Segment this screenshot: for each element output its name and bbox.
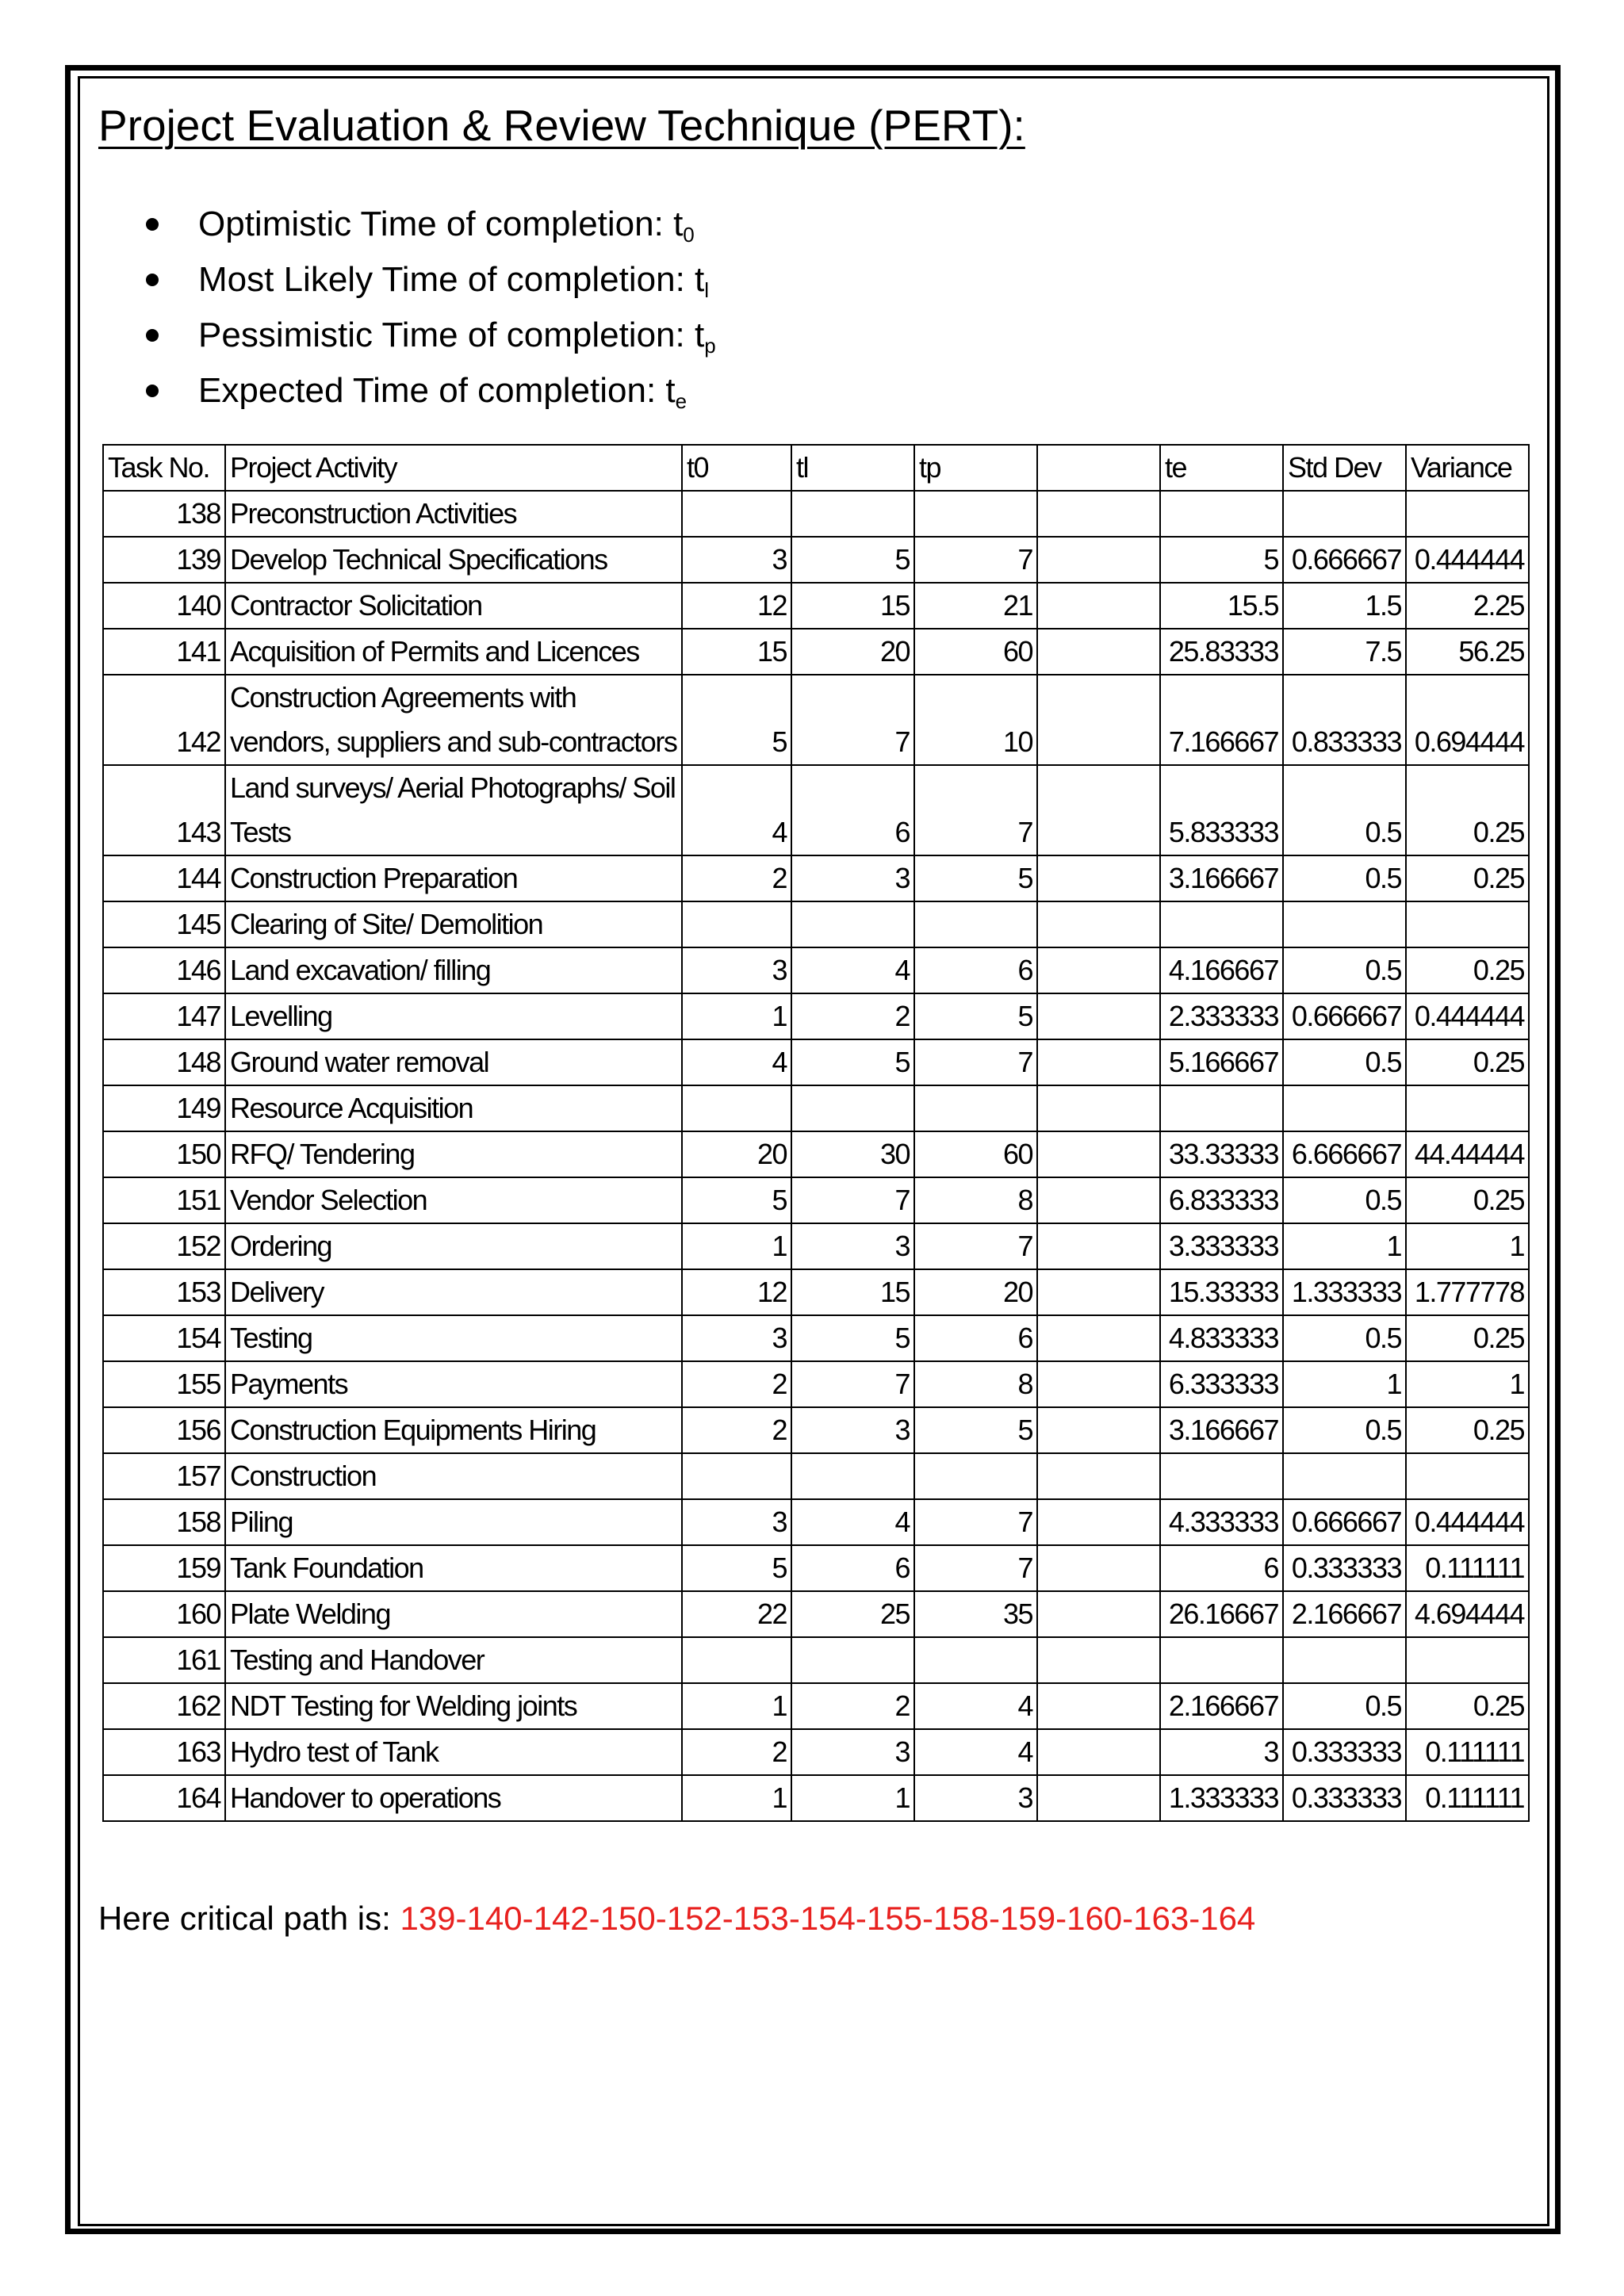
tp-cell: 7 [914,765,1037,855]
activity-cell: Testing [225,1315,682,1361]
te-cell: 2.166667 [1160,1683,1283,1729]
variance-cell [1406,491,1529,537]
blank-cell [1037,765,1160,855]
t0-cell [682,1453,791,1499]
blank-cell [1037,901,1160,947]
tl-cell: 3 [791,1223,914,1269]
table-row [103,855,1529,901]
activity-cell: RFQ/ Tendering [225,1131,682,1177]
variance-cell: 0.25 [1406,947,1529,993]
te-cell: 2.333333 [1160,993,1283,1039]
te-cell: 3 [1160,1729,1283,1775]
variance-cell: 56.25 [1406,629,1529,675]
t0-cell: 1 [682,1775,791,1821]
t0-cell: 4 [682,765,791,855]
tl-cell: 7 [791,1361,914,1407]
blank-cell [1037,1361,1160,1407]
blank-cell [1037,629,1160,675]
header-activity: Project Activity [225,445,682,491]
tl-cell: 4 [791,947,914,993]
blank-cell [1037,1453,1160,1499]
te-cell: 33.33333 [1160,1131,1283,1177]
table-row [103,1039,1529,1085]
activity-cell: Hydro test of Tank [225,1729,682,1775]
t0-cell [682,1085,791,1131]
te-cell: 26.16667 [1160,1591,1283,1637]
task-no-cell: 139 [103,537,225,583]
header-te: te [1160,445,1283,491]
te-cell [1160,1085,1283,1131]
std-dev-cell: 7.5 [1283,629,1406,675]
tp-cell: 8 [914,1177,1037,1223]
std-dev-cell: 6.666667 [1283,1131,1406,1177]
task-no-cell: 163 [103,1729,225,1775]
variance-cell: 0.444444 [1406,537,1529,583]
tl-cell: 5 [791,1315,914,1361]
tl-cell: 30 [791,1131,914,1177]
std-dev-cell: 0.666667 [1283,993,1406,1039]
task-no-cell: 149 [103,1085,225,1131]
tp-cell: 60 [914,629,1037,675]
blank-cell [1037,675,1160,765]
task-no-cell: 146 [103,947,225,993]
tp-cell: 5 [914,855,1037,901]
task-no-cell: 158 [103,1499,225,1545]
task-no-cell: 144 [103,855,225,901]
t0-cell: 1 [682,1683,791,1729]
t0-cell: 3 [682,1499,791,1545]
tp-cell: 60 [914,1131,1037,1177]
tp-cell [914,1085,1037,1131]
blank-cell [1037,537,1160,583]
bullet-optimistic: Optimistic Time of completion: $t_0$ [143,197,716,252]
tl-cell: 7 [791,675,914,765]
tl-cell: 3 [791,1407,914,1453]
t0-cell [682,491,791,537]
tp-cell: 4 [914,1683,1037,1729]
tp-cell: 7 [914,1499,1037,1545]
activity-cell: Clearing of Site/ Demolition [225,901,682,947]
activity-cell: Develop Technical Specifications [225,537,682,583]
t0-cell: 1 [682,1223,791,1269]
std-dev-cell: 0.5 [1283,855,1406,901]
blank-cell [1037,1315,1160,1361]
critical-path-statement [98,1900,1255,1938]
activity-cell: Construction [225,1453,682,1499]
te-cell: 4.166667 [1160,947,1283,993]
activity-cell: Land excavation/ filling [225,947,682,993]
variance-cell: 0.25 [1406,1683,1529,1729]
t0-cell: 5 [682,675,791,765]
variance-cell: 44.44444 [1406,1131,1529,1177]
tl-cell: 15 [791,1269,914,1315]
t0-cell: 22 [682,1591,791,1637]
activity-cell: Construction Equipments Hiring [225,1407,682,1453]
activity-cell: Vendor Selection [225,1177,682,1223]
blank-cell [1037,1039,1160,1085]
te-cell: 5.166667 [1160,1039,1283,1085]
task-no-cell: 141 [103,629,225,675]
task-no-cell: 138 [103,491,225,537]
variance-cell: 0.444444 [1406,1499,1529,1545]
blank-cell [1037,1545,1160,1591]
blank-cell [1037,993,1160,1039]
tp-cell: 8 [914,1361,1037,1407]
table-row [103,1499,1529,1545]
tp-cell: 7 [914,1039,1037,1085]
std-dev-cell: 0.5 [1283,1039,1406,1085]
tp-cell [914,1453,1037,1499]
tl-cell: 2 [791,993,914,1039]
activity-cell: Plate Welding [225,1591,682,1637]
blank-cell [1037,1177,1160,1223]
te-cell: 6.833333 [1160,1177,1283,1223]
tl-cell: 3 [791,1729,914,1775]
variance-cell [1406,1453,1529,1499]
table-row [103,537,1529,583]
variance-cell: 2.25 [1406,583,1529,629]
tp-cell [914,901,1037,947]
blank-cell [1037,855,1160,901]
variance-cell: 0.25 [1406,1177,1529,1223]
task-no-cell: 156 [103,1407,225,1453]
table-row [103,1131,1529,1177]
table-row [103,1361,1529,1407]
variance-cell: 1 [1406,1223,1529,1269]
bullet-most-likely: Most Likely Time of completion: $t_l$ [143,252,716,308]
tp-cell: 3 [914,1775,1037,1821]
activity-cell: Testing and Handover [225,1637,682,1683]
critical-path-label: Here critical path is: [98,1900,400,1937]
tp-cell: 7 [914,537,1037,583]
variance-cell: 1.777778 [1406,1269,1529,1315]
std-dev-cell: 1.333333 [1283,1269,1406,1315]
header-task-no: Task No. [103,445,225,491]
tp-cell [914,1637,1037,1683]
te-cell [1160,901,1283,947]
critical-path-value: 139-140-142-150-152-153-154-155-158-159-160-163-164 [400,1900,1256,1937]
task-no-cell: 142 [103,675,225,765]
std-dev-cell: 0.333333 [1283,1545,1406,1591]
table-header-row [103,445,1529,491]
task-no-cell: 152 [103,1223,225,1269]
activity-cell: Handover to operations [225,1775,682,1821]
variance-cell: 0.25 [1406,1315,1529,1361]
activity-cell: Acquisition of Permits and Licences [225,629,682,675]
t0-cell: 2 [682,1361,791,1407]
std-dev-cell: 0.666667 [1283,1499,1406,1545]
table-row [103,1315,1529,1361]
table-row [103,1223,1529,1269]
bullet-dot-icon [146,385,159,397]
tp-cell: 4 [914,1729,1037,1775]
t0-cell: 20 [682,1131,791,1177]
std-dev-cell: 0.5 [1283,1177,1406,1223]
std-dev-cell: 0.5 [1283,1683,1406,1729]
task-no-cell: 154 [103,1315,225,1361]
blank-cell [1037,1683,1160,1729]
te-cell: 15.5 [1160,583,1283,629]
tp-cell: 20 [914,1269,1037,1315]
te-cell: 25.83333 [1160,629,1283,675]
tp-cell: 5 [914,1407,1037,1453]
activity-cell: Levelling [225,993,682,1039]
t0-cell: 5 [682,1545,791,1591]
activity-cell: Piling [225,1499,682,1545]
tp-cell: 6 [914,1315,1037,1361]
task-no-cell: 148 [103,1039,225,1085]
header-variance: Variance [1406,445,1529,491]
tl-cell: 5 [791,1039,914,1085]
table-row [103,1269,1529,1315]
table-row [103,1407,1529,1453]
variance-cell: 0.25 [1406,765,1529,855]
t0-cell [682,1637,791,1683]
bullet-dot-icon [146,218,159,231]
blank-cell [1037,1591,1160,1637]
std-dev-cell: 0.333333 [1283,1775,1406,1821]
table-row [103,1177,1529,1223]
tl-cell: 4 [791,1499,914,1545]
header-tl: tl [791,445,914,491]
table-row [103,1591,1529,1637]
pert-table [102,444,1530,1822]
activity-cell: Ordering [225,1223,682,1269]
std-dev-cell: 0.666667 [1283,537,1406,583]
bullet-expected: Expected Time of completion: $t_e$ [143,363,716,419]
table-row [103,491,1529,537]
blank-cell [1037,1085,1160,1131]
tl-cell: 3 [791,855,914,901]
pert-table-body [103,445,1529,1821]
tl-cell: 5 [791,537,914,583]
tp-cell: 7 [914,1545,1037,1591]
activity-cell: NDT Testing for Welding joints [225,1683,682,1729]
activity-cell: Tank Foundation [225,1545,682,1591]
tl-cell: 15 [791,583,914,629]
te-cell: 4.833333 [1160,1315,1283,1361]
page-title: Project Evaluation & Review Technique (PERT): [98,101,1025,150]
header-tp: tp [914,445,1037,491]
tl-cell [791,1453,914,1499]
task-no-cell: 164 [103,1775,225,1821]
activity-cell: Delivery [225,1269,682,1315]
task-no-cell: 140 [103,583,225,629]
te-cell: 3.166667 [1160,1407,1283,1453]
std-dev-cell: 1 [1283,1361,1406,1407]
blank-cell [1037,1729,1160,1775]
std-dev-cell [1283,1453,1406,1499]
variance-cell: 0.694444 [1406,675,1529,765]
bullet-dot-icon [146,329,159,342]
task-no-cell: 159 [103,1545,225,1591]
task-no-cell: 147 [103,993,225,1039]
table-row [103,583,1529,629]
table-row [103,947,1529,993]
std-dev-cell: 0.5 [1283,1407,1406,1453]
blank-cell [1037,491,1160,537]
te-cell: 1.333333 [1160,1775,1283,1821]
te-cell [1160,1453,1283,1499]
t0-cell: 4 [682,1039,791,1085]
blank-cell [1037,1637,1160,1683]
te-cell [1160,491,1283,537]
t0-cell: 12 [682,1269,791,1315]
tp-cell [914,491,1037,537]
task-no-cell: 151 [103,1177,225,1223]
blank-cell [1037,1499,1160,1545]
tl-cell [791,1085,914,1131]
blank-cell [1037,1269,1160,1315]
te-cell: 7.166667 [1160,675,1283,765]
task-no-cell: 145 [103,901,225,947]
task-no-cell: 157 [103,1453,225,1499]
table-row [103,1545,1529,1591]
activity-cell: Resource Acquisition [225,1085,682,1131]
std-dev-cell [1283,491,1406,537]
std-dev-cell: 1.5 [1283,583,1406,629]
activity-cell: Construction Preparation [225,855,682,901]
variance-cell: 0.25 [1406,1407,1529,1453]
variance-cell [1406,1637,1529,1683]
activity-cell: Payments [225,1361,682,1407]
tl-cell: 6 [791,1545,914,1591]
tl-cell: 6 [791,765,914,855]
tl-cell: 2 [791,1683,914,1729]
tp-cell: 35 [914,1591,1037,1637]
table-row [103,993,1529,1039]
t0-cell: 2 [682,855,791,901]
table-row [103,1637,1529,1683]
tl-cell [791,1637,914,1683]
activity-cell: Ground water removal [225,1039,682,1085]
std-dev-cell: 0.5 [1283,947,1406,993]
te-cell: 4.333333 [1160,1499,1283,1545]
te-cell: 6.333333 [1160,1361,1283,1407]
te-cell: 5 [1160,537,1283,583]
task-no-cell: 160 [103,1591,225,1637]
table-row [103,629,1529,675]
te-cell [1160,1637,1283,1683]
task-no-cell: 153 [103,1269,225,1315]
variance-cell: 0.111111 [1406,1729,1529,1775]
blank-cell [1037,1131,1160,1177]
variance-cell [1406,901,1529,947]
activity-cell: Contractor Solicitation [225,583,682,629]
table-row [103,765,1529,855]
table-row [103,1085,1529,1131]
variance-cell: 0.25 [1406,1039,1529,1085]
tl-cell: 7 [791,1177,914,1223]
variance-cell: 1 [1406,1361,1529,1407]
blank-cell [1037,947,1160,993]
blank-cell [1037,1775,1160,1821]
std-dev-cell [1283,901,1406,947]
definition-list [143,197,716,419]
std-dev-cell: 0.5 [1283,765,1406,855]
tp-cell: 10 [914,675,1037,765]
tl-cell [791,901,914,947]
tl-cell [791,491,914,537]
std-dev-cell: 1 [1283,1223,1406,1269]
t0-cell: 12 [682,583,791,629]
activity-cell: Preconstruction Activities [225,491,682,537]
tl-cell: 1 [791,1775,914,1821]
variance-cell: 0.111111 [1406,1545,1529,1591]
bullet-dot-icon [146,274,159,286]
te-cell: 6 [1160,1545,1283,1591]
table-row [103,901,1529,947]
std-dev-cell: 0.5 [1283,1315,1406,1361]
t0-cell: 2 [682,1729,791,1775]
tl-cell: 20 [791,629,914,675]
std-dev-cell: 0.333333 [1283,1729,1406,1775]
std-dev-cell [1283,1637,1406,1683]
task-no-cell: 162 [103,1683,225,1729]
header-blank [1037,445,1160,491]
variance-cell [1406,1085,1529,1131]
table-row [103,675,1529,765]
table-row [103,1729,1529,1775]
te-cell: 3.166667 [1160,855,1283,901]
std-dev-cell: 2.166667 [1283,1591,1406,1637]
t0-cell: 3 [682,537,791,583]
activity-cell: Construction Agreements with vendors, suppliers and sub-contractors [225,675,682,765]
t0-cell: 5 [682,1177,791,1223]
task-no-cell: 155 [103,1361,225,1407]
header-t0: t0 [682,445,791,491]
variance-cell: 0.111111 [1406,1775,1529,1821]
te-cell: 3.333333 [1160,1223,1283,1269]
table-row [103,1453,1529,1499]
std-dev-cell: 0.833333 [1283,675,1406,765]
tl-cell: 25 [791,1591,914,1637]
t0-cell: 3 [682,1315,791,1361]
activity-cell: Land surveys/ Aerial Photographs/ Soil Tests [225,765,682,855]
t0-cell: 1 [682,993,791,1039]
tp-cell: 7 [914,1223,1037,1269]
tp-cell: 21 [914,583,1037,629]
te-cell: 15.33333 [1160,1269,1283,1315]
tp-cell: 5 [914,993,1037,1039]
table-row [103,1775,1529,1821]
variance-cell: 4.694444 [1406,1591,1529,1637]
header-std-dev: Std Dev [1283,445,1406,491]
bullet-pessimistic: Pessimistic Time of completion: $t_p$ [143,308,716,363]
blank-cell [1037,1407,1160,1453]
variance-cell: 0.444444 [1406,993,1529,1039]
te-cell: 5.833333 [1160,765,1283,855]
std-dev-cell [1283,1085,1406,1131]
task-no-cell: 150 [103,1131,225,1177]
t0-cell [682,901,791,947]
task-no-cell: 161 [103,1637,225,1683]
t0-cell: 3 [682,947,791,993]
task-no-cell: 143 [103,765,225,855]
t0-cell: 15 [682,629,791,675]
table-row [103,1683,1529,1729]
t0-cell: 2 [682,1407,791,1453]
tp-cell: 6 [914,947,1037,993]
variance-cell: 0.25 [1406,855,1529,901]
blank-cell [1037,1223,1160,1269]
blank-cell [1037,583,1160,629]
